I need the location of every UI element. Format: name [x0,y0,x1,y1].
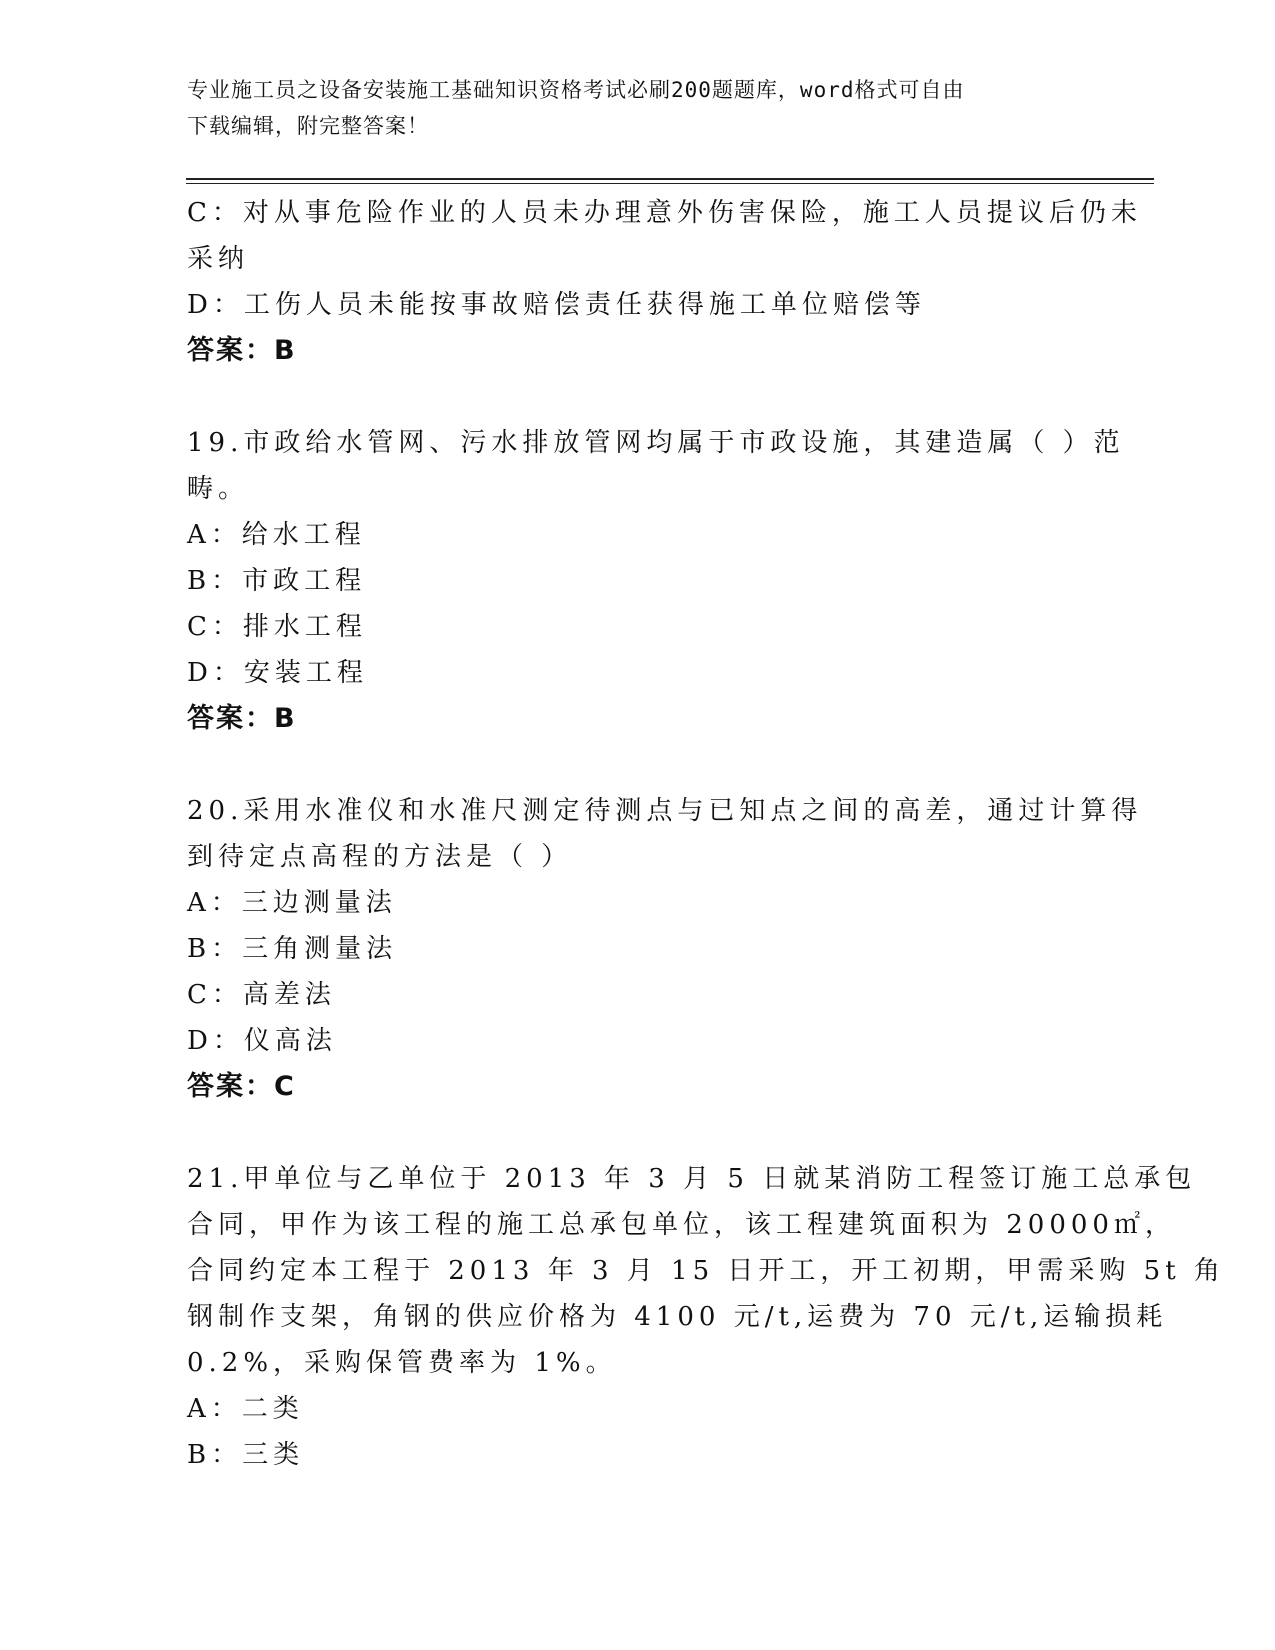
option-a: A：三边测量法 [187,888,397,918]
option-c-line-1: C：对从事危险作业的人员未办理意外伤害保险，施工人员提议后仍未 [187,198,1142,228]
question-stem-line-2: 合同，甲作为该工程的施工总承包单位，该工程建筑面积为 20000㎡， [187,1210,1176,1240]
option-d: D：仪高法 [187,1026,337,1056]
answer: 答案：B [187,703,297,734]
question-stem-line-1: 20.采用水准仪和水准尺测定待测点与已知点之间的高差，通过计算得 [187,796,1143,826]
option-d: D：工伤人员未能按事故赔偿责任获得施工单位赔偿等 [187,290,926,320]
question-stem-line-4: 钢制作支架，角钢的供应价格为 4100 元/t,运费为 70 元/t,运输损耗 [187,1302,1168,1332]
question-stem-line-1: 19.市政给水管网、污水排放管网均属于市政设施，其建造属（ ）范 [187,428,1125,458]
option-c: C：排水工程 [187,612,367,642]
option-c: C：高差法 [187,980,336,1010]
question-20 [187,788,1143,1110]
option-b: B：市政工程 [187,566,367,596]
option-b: B：三类 [187,1440,305,1470]
question-21 [187,1156,1225,1478]
answer: 答案：C [187,1071,296,1102]
option-a: A：给水工程 [187,520,366,550]
header-divider-thin [186,183,1154,184]
option-c-line-2: 采纳 [187,244,250,274]
question-stem-line-3: 合同约定本工程于 2013 年 3 月 15 日开工，开工初期，甲需采购 5t 角 [187,1256,1225,1286]
question-stem-line-1: 21.甲单位与乙单位于 2013 年 3 月 5 日就某消防工程签订施工总承包 [187,1164,1197,1194]
header-divider [186,178,1154,180]
header-line-1: 专业施工员之设备安装施工基础知识资格考试必刷200题题库，word格式可自由 [187,78,965,102]
option-a: A：二类 [187,1394,304,1424]
document-header [187,72,1067,144]
question-18-tail [187,190,1142,374]
question-19 [187,420,1125,742]
option-d: D：安装工程 [187,658,368,688]
question-stem-line-2: 到待定点高程的方法是（ ） [187,842,573,872]
question-stem-line-2: 畴。 [187,474,250,504]
question-stem-line-5: 0.2%，采购保管费率为 1%。 [187,1348,617,1378]
answer: 答案：B [187,335,297,366]
option-b: B：三角测量法 [187,934,398,964]
header-line-2: 下载编辑，附完整答案！ [187,114,429,138]
document-body [187,190,1225,1478]
